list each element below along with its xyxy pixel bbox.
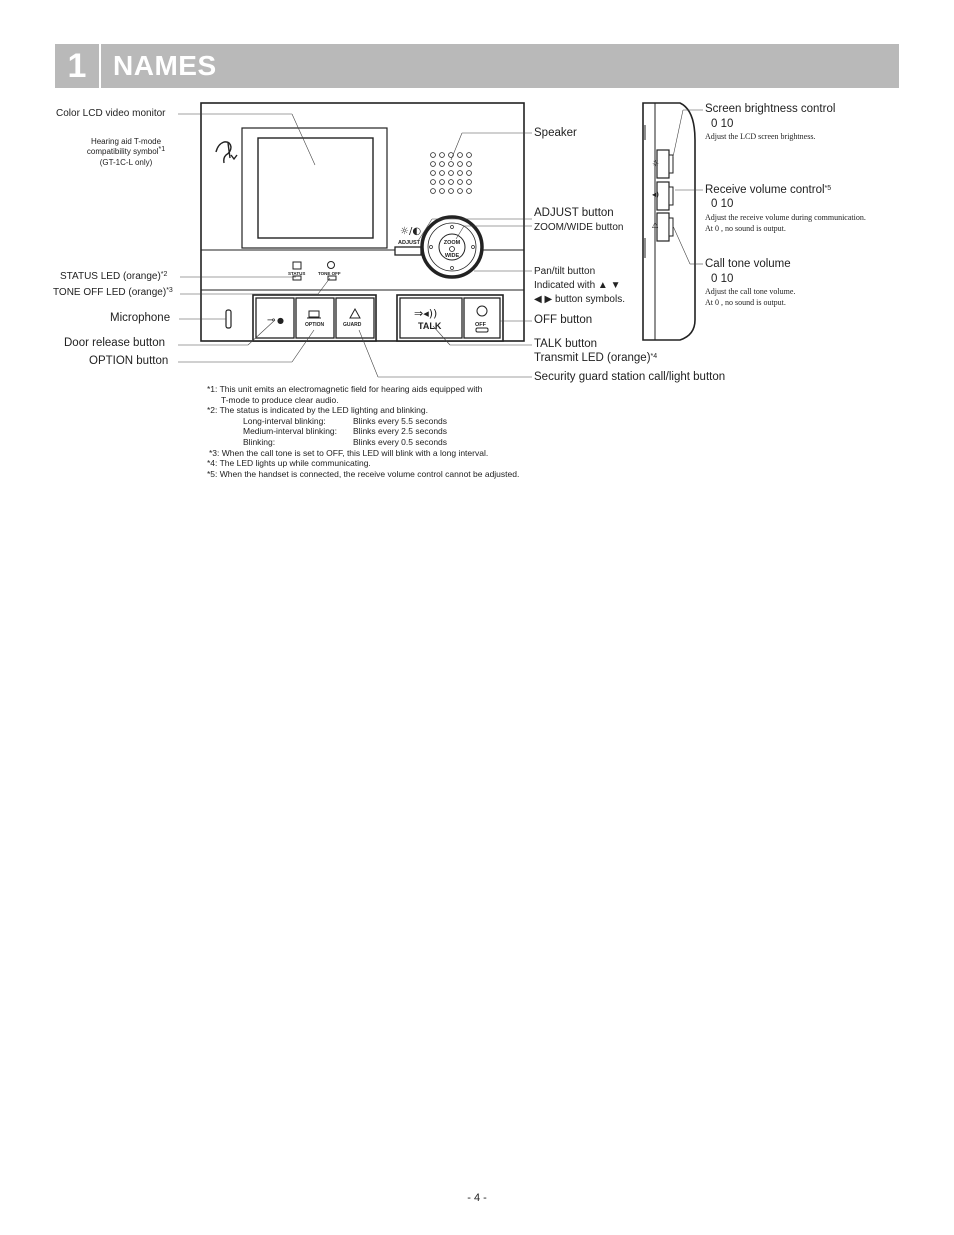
adjust-button-shape (395, 247, 421, 255)
pan-tilt-label-2: Indicated with ▲ ▼ (534, 280, 621, 291)
svg-text:TALK: TALK (418, 321, 442, 331)
pan-tilt-label-3: ◀ ▶ button symbols. (534, 294, 625, 305)
svg-text:STATUS: STATUS (288, 271, 306, 276)
svg-text:OFF: OFF (475, 322, 486, 328)
receive-volume-range: 0 10 (711, 198, 734, 210)
call-tone-desc-2: At 0 , no sound is output. (705, 298, 786, 307)
color-lcd-label: Color LCD video monitor (56, 108, 166, 119)
svg-text:ZOOM: ZOOM (443, 240, 461, 246)
svg-text:⊸: ⊸ (267, 315, 276, 326)
svg-text:◂): ◂) (652, 190, 660, 199)
zoom-wide-label: ZOOM/WIDE button (534, 222, 624, 233)
blink-row: Medium-interval blinking: Blinks every 2.5 seconds (243, 426, 448, 437)
status-led-shape (293, 262, 301, 269)
adjust-text: ADJUST (398, 240, 421, 246)
blink-row: Long-interval blinking: Blinks every 5.5 seconds (243, 415, 448, 426)
section-number: 1 (55, 44, 101, 88)
microphone-label: Microphone (110, 312, 171, 324)
option-button-label: OPTION button (89, 355, 169, 367)
status-led-label: STATUS LED (orange)$^{*2}$ (60, 271, 168, 282)
note-5: *5: When the handset is connected, the receive volume control cannot be adjusted. (207, 468, 520, 479)
svg-text:OPTION: OPTION (305, 322, 325, 328)
door-release-label: Door release button (64, 337, 166, 349)
svg-text:☼/◐: ☼/◐ (400, 226, 422, 237)
screen-brightness-desc: Adjust the LCD screen brightness. (705, 132, 816, 141)
note-3: *3: When the call tone is set to OFF, this LED will blink with a long interval. (209, 447, 489, 458)
svg-text:WIDE: WIDE (444, 253, 460, 259)
receive-volume-desc-2: At 0 , no sound is output. (705, 224, 786, 233)
call-tone-desc-1: Adjust the call tone volume. (705, 287, 796, 296)
call-tone-range: 0 10 (711, 273, 734, 285)
note-1-cont: T-mode to produce clear audio. (221, 394, 339, 405)
receive-volume-label: Receive volume control$^{*5}$ (705, 184, 832, 196)
talk-button-label: TALK button (534, 338, 598, 350)
off-button-label: OFF button (534, 314, 593, 326)
screen-brightness-range: 0 10 (711, 118, 734, 130)
section-title: NAMES (113, 50, 217, 81)
security-guard-label: Security guard station call/light button (534, 371, 726, 383)
footnotes (207, 384, 519, 479)
adjust-button-label: ADJUST button (534, 207, 614, 219)
svg-text:☼: ☼ (652, 159, 660, 168)
svg-text:⇒◂)): ⇒◂)) (414, 307, 438, 320)
receive-volume-desc-1: Adjust the receive volume during communication. (705, 213, 866, 222)
note-4: *4: The LED lights up while communicating. (207, 458, 371, 469)
lcd-screen (258, 138, 373, 238)
hearing-aid-label: Hearing aid T-mode compatibility symbol*1 (GT-1C-L only) (86, 137, 166, 167)
blink-row: Blinking: Blinks every 0.5 seconds (243, 436, 448, 447)
svg-text:TONE OFF: TONE OFF (318, 271, 341, 276)
screen-brightness-label: Screen brightness control (705, 103, 836, 115)
call-tone-label: Call tone volume (705, 258, 791, 270)
svg-text:GUARD: GUARD (343, 322, 362, 328)
svg-text:△: △ (652, 220, 659, 229)
pan-tilt-label-1: Pan/tilt button (534, 266, 596, 277)
svg-text:●: ● (277, 316, 284, 325)
tone-off-led-label: TONE OFF LED (orange)$^{*3}$ (53, 287, 173, 298)
transmit-led-label: Transmit LED (orange)$^{*4}$ (534, 352, 658, 364)
note-1: *1: This unit emits an electromagnetic field for hearing aids equipped with (207, 384, 483, 394)
microphone-hole (226, 310, 231, 328)
page-number: - 4 - (467, 1192, 487, 1204)
note-2: *2: The status is indicated by the LED lighting and blinking. (207, 405, 428, 416)
speaker-label: Speaker (534, 127, 577, 139)
